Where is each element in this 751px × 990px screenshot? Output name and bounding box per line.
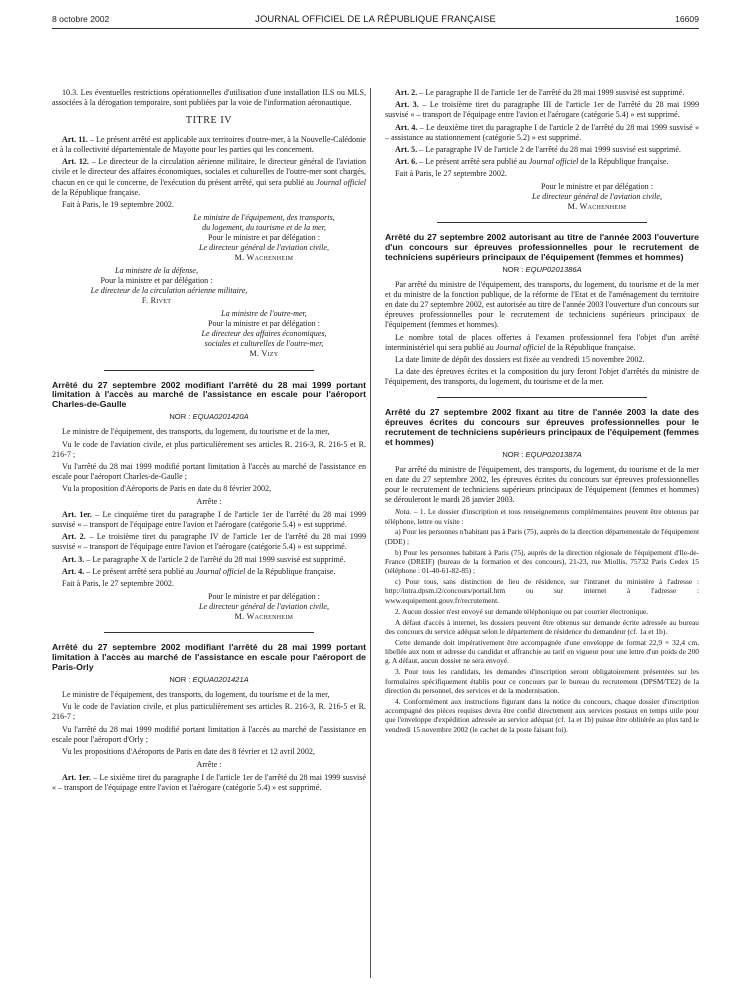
nota-item: Cette demande doit impérativement être accompagnée d'une enveloppe de format 22,9 × 32,4 cm, libellée aux nom et adresse du candidat et affranchie au tarif en vigueur pour une lettre d'un poids de 200 g. A défaut, aucun dossier ne sera envoyé. [385,637,699,666]
article-4 [385,123,699,143]
signature-line: Le directeur général de l'aviation civile, [532,192,662,202]
article-label: Art. 3. [395,100,419,110]
article-label: Art. 5. [395,144,418,154]
signature-line: Pour la ministre et par délégation : [208,319,320,329]
article-label: Art. 1er. [62,773,91,783]
paragraph-text: Le nombre total de places offertes à l'examen professionnel fera l'objet d'un arrêté interministériel qui sera publié au [385,332,699,352]
nota-label: Nota. [395,507,412,517]
nor-label: NOR : [502,265,526,275]
signatory-name: M. Wachenheim [234,612,294,622]
signature-line: Le directeur général de l'aviation civile, [199,242,329,252]
nor-code: EQUP0201386A [525,265,582,275]
nor-label: NOR : [169,412,193,422]
nota-item: 4. Conformément aux instructions figurant dans la notice du concours, chaque dossier d'inscription accompagné des pièces requises devra être confié directement aux services postaux en temps utile pour que l'enveloppe d'expédition adressée au service adéquat (cf. 1a et 1b) puisse être oblitérée au plus tard le vendredi 15 novembre 2002 (le cachet de la poste faisant foi). [385,696,699,734]
paragraph [385,333,699,353]
signatory-name: M. Wachenheim [234,253,294,263]
article-3 [385,100,699,120]
fait-a-paris: Fait à Paris, le 27 septembre 2002. [395,169,507,179]
arrete-title-ouverture-concours: Arrêté du 27 septembre 2002 autorisant au titre de l'année 2003 l'ouverture d'un concours sur épreuves professionnelles pour le recrutement de techniciens supérieurs principaux de l'équipement (femmes et hommes) [385,232,699,263]
article-3 [52,555,366,565]
signature-line: La ministre de l'outre-mer, [221,309,307,319]
nota-item [385,507,699,526]
titre-heading: TITRE IV [185,115,233,127]
nota-section [385,507,699,734]
nor-code: EQUA0201420A [192,412,249,422]
nota-item: c) Pour tous, sans distinction de lieu de résidence, sur l'intranet du ministère à l'adresse : http://intra.dpsm.i2/concours/portail.htm ou sur internet à l'adresse : www.equipement.gouv.fr/recrutement. [385,577,699,605]
arrete-keyword: Arrête : [196,497,222,507]
article-text: – Le cinquième tiret du paragraphe I de l'article 1er de l'arrêté du 28 mai 1999 susvisé « – transport de l'équipage entre l'avion et l'aérogare (catégorie 5.4) » est supprimé. [52,510,366,530]
right-column [385,88,699,735]
nor-reference [385,265,699,275]
article-12 [52,157,366,197]
section-separator [437,397,647,398]
arrete-keyword: Arrête : [196,759,222,769]
issue-date: 8 octobre 2002 [52,14,110,24]
article-4 [52,567,366,577]
signature-line: du logement, du tourisme et de la mer, [202,222,326,232]
article-label: Art. 1er. [62,510,92,520]
nota-item: a) Pour les personnes n'habitant pas à Paris (75), auprès de la direction départementale de l'équipement (DDE) ; [385,527,699,546]
nor-code: EQUP0201387A [525,449,582,459]
section-separator [104,370,314,371]
article-text: – Le présent arrêté sera publié au [84,566,196,576]
nota-item: 2. Aucun dossier n'est envoyé sur demande téléphonique ou par courrier électronique. [395,606,649,616]
article-text-end: de la République française. [578,157,669,167]
article-label: Art. 2. [62,532,86,542]
nota-item: 3. Pour tous les candidats, les demandes d'inscription seront obligatoirement présentées sur les formulaires spécifiquement établis pour ce concours par le bureau du recrutement (DPSM/TE2) de la direction du personnel, des services et de la modernisation. [385,667,699,695]
article-text-end: de la République française. [52,187,141,197]
jo-reference: Journal officiel [495,342,546,352]
article-text: – Le paragraphe X de l'article 2 de l'arrêté du 28 mai 1999 susvisé est supprimé. [84,554,346,564]
article-text: – Le troisième tiret du paragraphe IV de l'article 1er de l'arrêté du 28 mai 1999 susvisé « – transport de l'équipage entre l'avion et l'aérogare (catégorie 5.4) » est supprimé. [52,532,366,552]
article-2 [52,532,366,552]
nor-reference [52,675,366,685]
article-text: – Le directeur de la circulation aérienne militaire, le directeur général de l'aviation civile et le directeur des affaires économiques, sociales et culturelles de l'outre-mer sont chargés, chacun en ce qui le concerne, de l'exécution du présent arrêté, qui sera publié au [52,157,367,187]
nor-reference [385,450,699,460]
signature-block-equipement [52,213,366,263]
nor-label: NOR : [502,449,526,459]
signature-line: sociales et culturelles de l'outre-mer, [204,339,324,349]
nota-item: b) Pour les personnes habitant à Paris (75), auprès de la direction régionale de l'équipement d'Ile-de-France (DREIF) (bureau de la formation et des concours), 21-23, rue Miollis, 75732 Paris Cedex 15 (téléphone : 01-40-61-82-85) ; [385,547,699,576]
article-label: Art. 6. [395,157,418,167]
article-11 [52,135,366,155]
signature-line: La ministre de la défense, [114,266,199,276]
article-text: – Le présent arrêté sera publié au [417,157,529,167]
article-label: Art. 3. [62,554,85,564]
signature-line: Pour la ministre et par délégation : [100,276,213,286]
article-text: – Le deuxième tiret du paragraphe I de l'article 2 de l'arrêté du 28 mai 1999 susvisé « – assistance au stationnement (catégorie 5.2) » est supprimé. [385,122,700,142]
jo-reference: Journal officiel [195,566,246,576]
section-separator [104,632,314,633]
journal-title: JOURNAL OFFICIEL DE LA RÉPUBLIQUE FRANÇAISE [255,13,496,24]
article-text: – Le présent arrêté est applicable aux territoires d'outre-mer, à la Nouvelle-Calédonie et à la collectivité départementale de Mayotte pour les parties qui les concernent. [52,135,366,155]
jo-reference: Journal officiel [316,177,366,187]
paragraph: Le ministre de l'équipement, des transports, du logement, du tourisme et de la mer, [62,690,330,700]
paragraph: Vu les propositions d'Aéroports de Paris en date des 8 février et 12 avril 2002, [62,746,315,756]
paragraph: La date limite de dépôt des dossiers est fixée au vendredi 15 novembre 2002. [395,354,645,364]
paragraph: Vu la proposition d'Aéroports de Paris en date du 8 février 2002, [62,484,272,494]
left-column [52,88,366,795]
signature-block-defense [52,266,366,306]
article-text: – Le troisième tiret du paragraphe III de l'article 1er de l'arrêté du 28 mai 1999 susvisé « – transport de l'équipage entre l'avion et l'aérogare (catégorie 5.4) » est supprimé. [385,100,699,120]
article-label: Art. 4. [395,122,418,132]
article-text-end: de la République française. [245,566,336,576]
paragraph: Par arrêté du ministre de l'équipement, des transports, du logement, du tourisme et de la mer et du ministre de la fonction publique, de la réforme de l'Etat et de l'aménagement du territoire en date du 27 septembre 2002, est autorisée au titre de l'année 2003 l'ouverture d'un concours sur épreuves professionnelles pour le recrutement de techniciens supérieurs principaux de l'équipement (femmes et hommes). [385,280,699,330]
paragraph: Le ministre de l'équipement, des transports, du logement, du tourisme et de la mer, [62,427,330,437]
nor-code: EQUA0201421A [192,675,249,685]
article-1 [52,773,366,793]
arrete-title-orly: Arrêté du 27 septembre 2002 modifiant l'arrêté du 28 mai 1999 portant limitation à l'accès au marché de l'assistance en escale pour l'aéroport de Paris-Orly [52,642,366,673]
signature-line: Pour le ministre et par délégation : [208,592,320,602]
signature-line: Pour le ministre et par délégation : [208,232,320,242]
paragraph: Par arrêté du ministre de l'équipement, des transports, du logement, du tourisme et de la mer en date du 27 septembre 2002, les épreuves écrites du concours sur épreuves professionnelles pour le recrutement de techniciens supérieurs principaux de l'équipement (femmes et hommes) se dérouleront le mardi 28 janvier 2003. [385,464,699,505]
paragraph-text-end: de la République française. [545,342,636,352]
signature-block-outre-mer [52,309,366,359]
arrete-title-cdg: Arrêté du 27 septembre 2002 modifiant l'arrêté du 28 mai 1999 portant limitation à l'accès au marché de l'assistance en escale pour l'aéroport Charles-de-Gaulle [52,379,366,410]
paragraph: Vu l'arrêté du 28 mai 1999 modifié portant limitation à l'accès au marché de l'assistance en escale pour l'aéroport d'Orly ; [52,724,366,744]
signature-line: Le directeur de la circulation aérienne militaire, [90,286,248,296]
jo-reference: Journal officiel [528,157,579,167]
article-text: – Le paragraphe II de l'article 1er de l'arrêté du 28 mai 1999 susvisé est supprimé. [417,88,685,97]
signature-line: Le directeur des affaires économiques, [201,329,327,339]
paragraph: Vu le code de l'aviation civile, et plus particulièrement ses articles R. 216-3, R. 216-5 et R. 216-7 ; [52,702,366,722]
article-label: Art. 12. [62,157,89,167]
signature-line: Pour le ministre et par délégation : [541,182,653,192]
article-2 [385,88,699,98]
signature-line: Le ministre de l'équipement, des transports, [193,212,335,222]
paragraph: Vu le code de l'aviation civile, et plus particulièrement ses articles R. 216-3, R. 216-5 et R. 216-7 ; [52,439,366,459]
article-text: – Le sixième tiret du paragraphe I de l'article 1er de l'arrêté du 28 mai 1999 susvisé « – transport de l'équipage entre l'avion et l'aérogare (catégorie 5.4) » est supprimé. [52,773,366,793]
article-1 [52,510,366,530]
paragraph: La date des épreuves écrites et la composition du jury feront l'objet d'arrêtés du ministre de l'équipement, des transports, du logement, du tourisme et de la mer. [385,367,699,387]
nota-text: – 1. Le dossier d'inscription et tous renseignements complémentaires peuvent être obtenus par téléphone, lettre ou visite : [385,507,699,526]
fait-a-paris: Fait à Paris, le 19 septembre 2002. [62,199,174,209]
paragraph: Vu l'arrêté du 28 mai 1999 modifié portant limitation à l'accès au marché de l'assistance en escale pour l'aéroport Charles-de-Gaulle ; [52,461,366,481]
arrete-title-date-epreuves: Arrêté du 27 septembre 2002 fixant au titre de l'année 2003 la date des épreuves écrites du concours sur épreuves professionnelles pour le recrutement de techniciens supérieurs principaux de l'équipement (femmes et hommes) [385,407,699,447]
article-6 [385,157,699,167]
section-separator [437,222,647,223]
nor-label: NOR : [169,675,193,685]
nota-item: A défaut d'accès à internet, les dossiers peuvent être obtenus sur demande écrite adressée au bureau des concours du service adéquat selon le département de résidence du demandeur (cf. 1a et 1b). [385,617,699,636]
article-label: Art. 11. [62,135,88,145]
signature-block [385,182,699,212]
signature-line: Le directeur général de l'aviation civile, [199,602,329,612]
running-header [52,12,699,29]
article-text: – Le paragraphe IV de l'article 2 de l'arrêté du 28 mai 1999 susvisé est supprimé. [417,144,681,154]
article-label: Art. 2. [395,88,418,97]
signature-block [52,592,366,622]
fait-a-paris: Fait à Paris, le 27 septembre 2002. [62,579,174,589]
nor-reference [52,412,366,422]
signatory-name: M. Vizy [249,349,279,359]
article-5 [385,145,699,155]
signatory-name: F. Rivet [141,296,172,306]
article-label: Art. 4. [62,566,85,576]
paragraph-10-3: 10.3. Les éventuelles restrictions opérationnelles d'utilisation d'une installation ILS ou MLS, associées à la dérogation temporaire, sont publiées par la voie de l'information aéronautique. [52,88,366,108]
signatory-name: M. Wachenheim [567,202,627,212]
page-number: 16609 [675,14,699,24]
column-divider [370,88,371,978]
